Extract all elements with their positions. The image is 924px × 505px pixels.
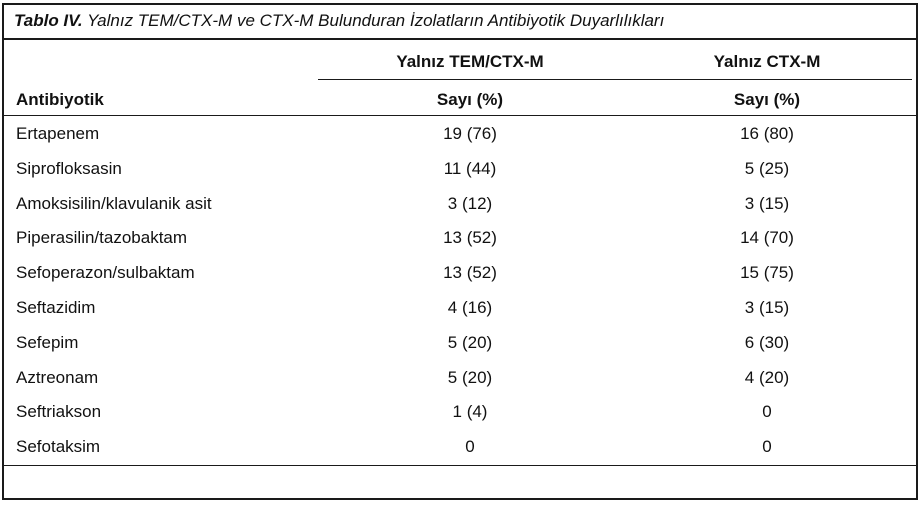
ctx-m-value: 6 (30) xyxy=(744,332,790,352)
table-row xyxy=(4,151,916,186)
table-row xyxy=(4,360,916,395)
ctx-m-value: 3 (15) xyxy=(744,193,790,213)
ctx-m-value: 15 (75) xyxy=(740,263,794,283)
antibiotic-name: Sefoperazon/sulbaktam xyxy=(16,263,195,283)
tem-ctx-m-value: 11 (44) xyxy=(443,158,497,178)
table-caption xyxy=(14,11,664,31)
table-row xyxy=(4,290,916,325)
antibiotic-name: Piperasilin/tazobaktam xyxy=(16,228,188,248)
table-caption-label: Tablo IV. xyxy=(14,11,83,30)
antibiotic-name: Siprofloksasin xyxy=(16,158,122,178)
ctx-m-value: 14 (70) xyxy=(740,228,794,248)
antibiotic-name: Amoksisilin/klavulanik asit xyxy=(16,193,212,213)
antibiotic-name: Seftriakson xyxy=(16,402,102,422)
tem-ctx-m-value: 13 (52) xyxy=(443,263,497,283)
tem-ctx-m-value: 1 (4) xyxy=(452,402,488,422)
tem-ctx-m-value: 0 xyxy=(465,437,475,457)
table-caption-text: Yalnız TEM/CTX-M ve CTX-M Bulunduran İzolatların Antibiyotik Duyarlılıkları xyxy=(87,11,665,30)
tem-ctx-m-value: 13 (52) xyxy=(443,228,497,248)
column-header-antibiotic: Antibiyotik xyxy=(16,90,104,109)
table-row xyxy=(4,325,916,360)
table-row xyxy=(4,116,916,151)
ctx-m-value: 0 xyxy=(762,402,772,422)
ctx-m-value: 3 (15) xyxy=(744,297,790,317)
table-body xyxy=(4,116,916,464)
ctx-m-value: 16 (80) xyxy=(740,124,794,143)
column-header-count-1: Sayı (%) xyxy=(436,90,504,109)
tem-ctx-m-value: 19 (76) xyxy=(443,124,497,143)
table-bottom-rule xyxy=(4,465,916,466)
antibiotic-name: Aztreonam xyxy=(16,367,99,387)
antibiotic-name: Ertapenem xyxy=(16,124,100,143)
column-header-count-2: Sayı (%) xyxy=(733,90,801,109)
tem-ctx-m-value: 3 (12) xyxy=(447,193,493,213)
table-row xyxy=(4,429,916,464)
antibiotic-name: Seftazidim xyxy=(16,297,96,317)
ctx-m-value: 0 xyxy=(762,437,772,457)
group-header-underline xyxy=(318,79,912,80)
antibiotic-name: Sefotaksim xyxy=(16,437,101,457)
tem-ctx-m-value: 4 (16) xyxy=(447,297,493,317)
table-row xyxy=(4,220,916,255)
tem-ctx-m-value: 5 (20) xyxy=(447,332,493,352)
group-header-ctx-m: Yalnız CTX-M xyxy=(713,52,821,71)
antibiotic-name: Sefepim xyxy=(16,332,79,352)
table-row xyxy=(4,394,916,429)
group-header-tem-ctx-m: Yalnız TEM/CTX-M xyxy=(396,52,544,71)
table-row xyxy=(4,255,916,290)
ctx-m-value: 5 (25) xyxy=(744,158,790,178)
table-frame xyxy=(2,3,918,500)
tem-ctx-m-value: 5 (20) xyxy=(447,367,493,387)
ctx-m-value: 4 (20) xyxy=(744,367,790,387)
caption-divider xyxy=(4,38,916,40)
table-row xyxy=(4,186,916,221)
